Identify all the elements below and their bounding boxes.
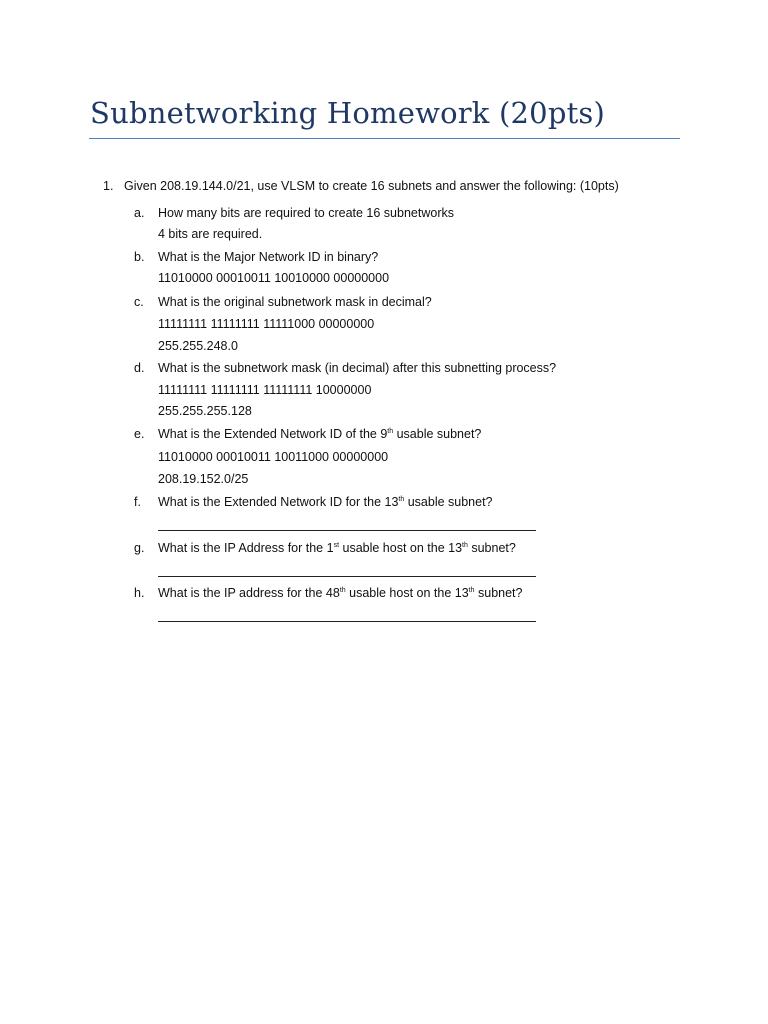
- item-f-question: [158, 494, 493, 510]
- item-h-question-mid: usable host on the 13: [345, 586, 469, 600]
- item-e-question-pre: What is the Extended Network ID of the 9: [158, 427, 388, 441]
- item-f-question-pre: What is the Extended Network ID for the 13: [158, 495, 399, 509]
- item-e-letter: e.: [134, 427, 145, 441]
- item-a-letter: a.: [134, 206, 145, 220]
- item-g-question: [158, 540, 516, 556]
- item-g-ordinal-1: st: [333, 541, 340, 549]
- item-h-letter: h.: [134, 586, 145, 600]
- item-e-question-post: usable subnet?: [393, 427, 482, 441]
- item-g-question-pre: What is the IP Address for the 1: [158, 541, 334, 555]
- question-1-text: Given 208.19.144.0/21, use VLSM to create 16 subnets and answer the following: (10pts): [124, 179, 619, 193]
- item-e-ordinal: th: [387, 427, 394, 435]
- item-d-letter: d.: [134, 361, 145, 375]
- item-g-question-mid: usable host on the 13: [339, 541, 463, 555]
- item-f-ordinal: th: [398, 495, 405, 503]
- question-1: [103, 179, 619, 193]
- item-h-question: [158, 585, 522, 601]
- item-c-answer-2: 255.255.248.0: [158, 339, 238, 353]
- item-d-question: What is the subnetwork mask (in decimal) after this subnetting process?: [158, 361, 557, 375]
- item-f-answer-blank: [158, 530, 536, 531]
- item-c-question: What is the original subnetwork mask in decimal?: [158, 295, 432, 309]
- item-c-letter: c.: [134, 295, 144, 309]
- item-g-question-post: subnet?: [467, 541, 516, 555]
- item-g-letter: g.: [134, 541, 145, 555]
- item-h-answer-blank: [158, 621, 536, 622]
- item-f-question-post: usable subnet?: [404, 495, 493, 509]
- item-c-answer-1: 11111111 11111111 11111000 00000000: [158, 317, 375, 331]
- item-h-ordinal-1: th: [339, 586, 346, 594]
- item-a-question: How many bits are required to create 16 subnetworks: [158, 206, 454, 220]
- item-h-question-post: subnet?: [474, 586, 523, 600]
- item-h-ordinal-2: th: [468, 586, 475, 594]
- page-title: Subnetworking Homework (20pts): [90, 96, 606, 130]
- item-g-ordinal-2: th: [462, 541, 468, 549]
- item-b-answer-1: 11010000 00010011 10010000 00000000: [158, 271, 390, 285]
- item-b-question: What is the Major Network ID in binary?: [158, 250, 379, 264]
- item-e-answer-2: 208.19.152.0/25: [158, 472, 249, 486]
- item-a-answer-1: 4 bits are required.: [158, 227, 263, 241]
- item-d-answer-2: 255.255.255.128: [158, 404, 252, 418]
- question-1-number: 1.: [103, 179, 114, 193]
- item-b-letter: b.: [134, 250, 145, 264]
- title-underline: [89, 138, 680, 139]
- item-e-answer-1: 11010000 00010011 10011000 00000000: [158, 450, 389, 464]
- item-g-answer-blank: [158, 576, 536, 577]
- item-e-question: [158, 426, 481, 442]
- item-f-letter: f.: [134, 495, 141, 509]
- item-h-question-pre: What is the IP address for the 48: [158, 586, 340, 600]
- item-d-answer-1: 11111111 11111111 11111111 10000000: [158, 383, 372, 397]
